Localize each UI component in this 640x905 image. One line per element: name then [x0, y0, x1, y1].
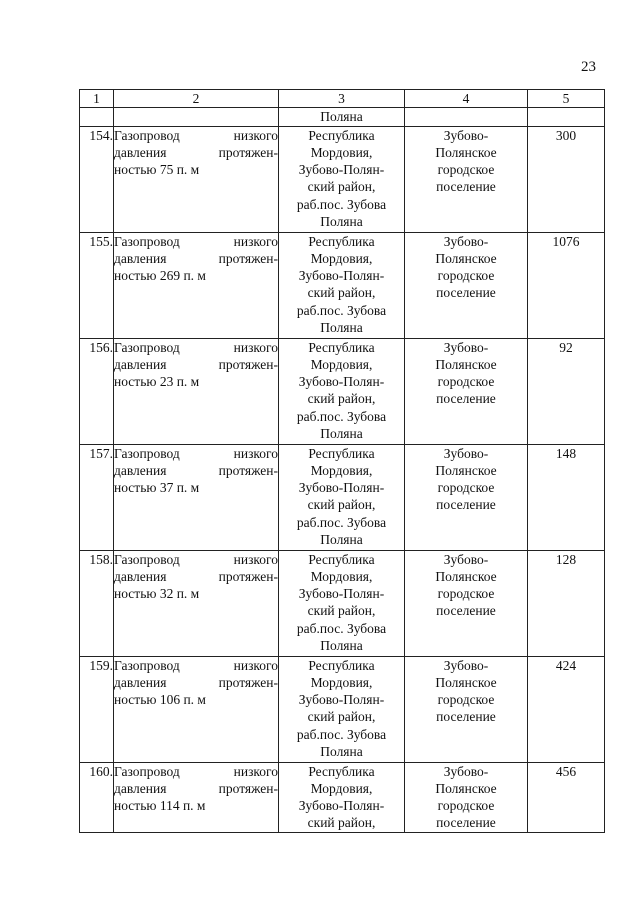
settlement-line: Полянское [435, 356, 497, 372]
cell-address [279, 232, 405, 338]
address-line: Республика [308, 763, 375, 779]
cell-settlement [405, 550, 528, 656]
cell-address [279, 762, 405, 832]
address-line: Поляна [320, 214, 363, 230]
table-body [80, 108, 605, 832]
address-line: раб.пос. Зубова [296, 726, 387, 742]
address-line: раб.пос. Зубова [296, 620, 387, 636]
table-row [80, 762, 605, 832]
address-line: Зубово-Полян- [298, 692, 385, 708]
cell-length: 92 [528, 338, 605, 444]
settlement-line: Полянское [435, 674, 497, 690]
cell-settlement [405, 232, 528, 338]
settlement-line: поселение [436, 815, 496, 831]
table-row [80, 656, 605, 762]
address-line: Республика [308, 127, 375, 143]
name-line: ностью 23 п. м [114, 374, 200, 390]
cell-num: 159. [80, 656, 114, 762]
cell-length: 148 [528, 444, 605, 550]
name-line: Газопровод низкого [114, 127, 278, 143]
cell-address [279, 338, 405, 444]
cell-address [279, 550, 405, 656]
table-row [80, 338, 605, 444]
table-row [80, 232, 605, 338]
address-line: раб.пос. Зубова [296, 408, 387, 424]
cell-name [114, 444, 279, 550]
cell-length: 456 [528, 762, 605, 832]
name-line: давления протяжен- [114, 568, 278, 584]
name-line: ностью 114 п. м [114, 798, 206, 814]
name-line: ностью 106 п. м [114, 692, 206, 708]
cell-num: 157. [80, 444, 114, 550]
cell-settlement [405, 126, 528, 232]
address-line: Поляна [320, 744, 363, 760]
settlement-line: городское [437, 374, 495, 390]
settlement-line: поселение [436, 603, 496, 619]
address-line: Мордовия, [310, 356, 373, 372]
address-line: Зубово-Полян- [298, 480, 385, 496]
settlement-line: поселение [436, 285, 496, 301]
cell-num: 156. [80, 338, 114, 444]
table-row [80, 126, 605, 232]
table-row [80, 444, 605, 550]
address-line: ский район, [307, 815, 376, 831]
cell-name [114, 550, 279, 656]
cell-settlement [405, 108, 528, 126]
name-line: давления протяжен- [114, 462, 278, 478]
settlement-line: Полянское [435, 780, 497, 796]
column-header-3: 3 [279, 90, 405, 108]
name-line: ностью 37 п. м [114, 480, 200, 496]
address-line: ский район, [307, 603, 376, 619]
name-line: ностью 75 п. м [114, 162, 200, 178]
cell-settlement [405, 762, 528, 832]
cell-length: 424 [528, 656, 605, 762]
column-header-2: 2 [114, 90, 279, 108]
address-line: Зубово-Полян- [298, 374, 385, 390]
cell-length: 128 [528, 550, 605, 656]
settlement-line: городское [437, 268, 495, 284]
cell-settlement [405, 656, 528, 762]
registry-table [79, 89, 605, 833]
settlement-line: городское [437, 692, 495, 708]
settlement-line: поселение [436, 391, 496, 407]
column-header-1: 1 [80, 90, 114, 108]
name-line: давления протяжен- [114, 780, 278, 796]
settlement-line: Зубово- [443, 657, 489, 673]
settlement-line: Зубово- [443, 445, 489, 461]
settlement-line: городское [437, 798, 495, 814]
column-header-5: 5 [528, 90, 605, 108]
settlement-line: поселение [436, 497, 496, 513]
address-line: Республика [308, 339, 375, 355]
address-line: раб.пос. Зубова [296, 514, 387, 530]
name-line: ностью 32 п. м [114, 586, 200, 602]
cell-name [114, 232, 279, 338]
address-line: Поляна [320, 320, 363, 336]
page-number: 23 [581, 59, 596, 75]
cell-address [279, 656, 405, 762]
settlement-line: Зубово- [443, 233, 489, 249]
address-line: ский район, [307, 497, 376, 513]
address-line: ский район, [307, 709, 376, 725]
name-line: Газопровод низкого [114, 339, 278, 355]
name-line: Газопровод низкого [114, 763, 278, 779]
cell-settlement [405, 338, 528, 444]
settlement-line: Зубово- [443, 551, 489, 567]
settlement-line: Полянское [435, 462, 497, 478]
cell-num: 158. [80, 550, 114, 656]
settlement-line: городское [437, 480, 495, 496]
name-line: Газопровод низкого [114, 551, 278, 567]
address-line: Зубово-Полян- [298, 798, 385, 814]
address-line: Зубово-Полян- [298, 162, 385, 178]
address-line: раб.пос. Зубова [296, 302, 387, 318]
cell-address [279, 126, 405, 232]
name-line: ностью 269 п. м [114, 268, 206, 284]
address-line: Зубово-Полян- [298, 268, 385, 284]
settlement-line: Полянское [435, 144, 497, 160]
address-line: Поляна [320, 532, 363, 548]
settlement-line: Зубово- [443, 763, 489, 779]
name-line: давления протяжен- [114, 144, 278, 160]
name-line: Газопровод низкого [114, 445, 278, 461]
column-header-4: 4 [405, 90, 528, 108]
settlement-line: Зубово- [443, 127, 489, 143]
settlement-line: Зубово- [443, 339, 489, 355]
cell-name [114, 126, 279, 232]
cell-num: 155. [80, 232, 114, 338]
settlement-line: Полянское [435, 250, 497, 266]
table-header [80, 90, 605, 108]
cell-address [279, 444, 405, 550]
settlement-line: поселение [436, 709, 496, 725]
settlement-line: городское [437, 162, 495, 178]
address-line: Мордовия, [310, 144, 373, 160]
cell-name [114, 108, 279, 126]
address-line: Поляна [320, 638, 363, 654]
name-line: давления протяжен- [114, 356, 278, 372]
address-line: Зубово-Полян- [298, 586, 385, 602]
address-line: Республика [308, 233, 375, 249]
address-line: ский район, [307, 285, 376, 301]
address-line: ский район, [307, 391, 376, 407]
cell-settlement [405, 444, 528, 550]
cell-length [528, 108, 605, 126]
address-line: Республика [308, 657, 375, 673]
address-line: Мордовия, [310, 568, 373, 584]
address-line: Мордовия, [310, 462, 373, 478]
name-line: давления протяжен- [114, 250, 278, 266]
settlement-line: городское [437, 586, 495, 602]
cell-address-continuation: Поляна [279, 108, 405, 126]
table-row [80, 550, 605, 656]
name-line: давления протяжен- [114, 674, 278, 690]
settlement-line: Полянское [435, 568, 497, 584]
address-line: Республика [308, 551, 375, 567]
continuation-row [80, 108, 605, 126]
cell-length: 1076 [528, 232, 605, 338]
settlement-line: поселение [436, 179, 496, 195]
name-line: Газопровод низкого [114, 233, 278, 249]
address-line: Мордовия, [310, 250, 373, 266]
cell-num: 154. [80, 126, 114, 232]
cell-num [80, 108, 114, 126]
name-line: Газопровод низкого [114, 657, 278, 673]
cell-length: 300 [528, 126, 605, 232]
cell-num: 160. [80, 762, 114, 832]
address-line: Поляна [320, 426, 363, 442]
cell-name [114, 338, 279, 444]
address-line: Мордовия, [310, 780, 373, 796]
address-line: Мордовия, [310, 674, 373, 690]
address-line: Республика [308, 445, 375, 461]
cell-name [114, 762, 279, 832]
cell-name [114, 656, 279, 762]
address-line: раб.пос. Зубова [296, 196, 387, 212]
address-line: ский район, [307, 179, 376, 195]
